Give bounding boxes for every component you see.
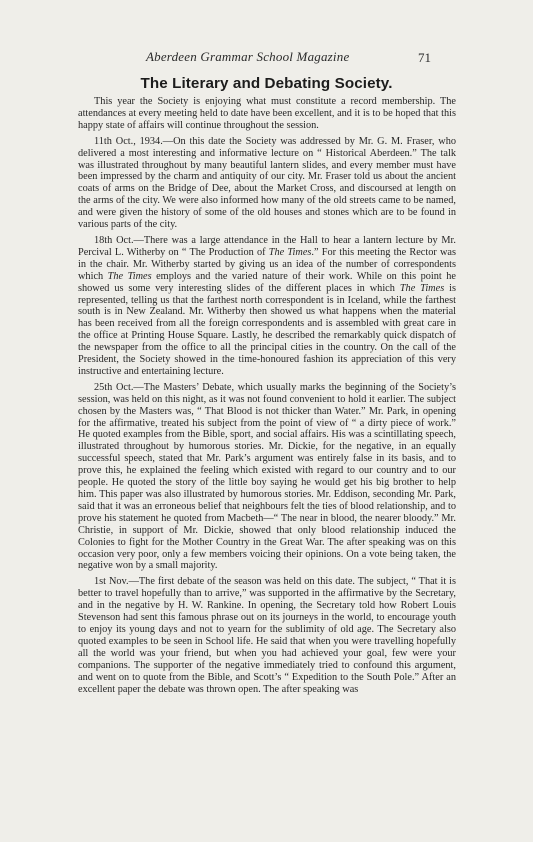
article-title: The Literary and Debating Society. — [140, 75, 393, 92]
article-body — [78, 96, 456, 699]
paragraph-25-oct: 25th Oct.—The Masters’ Debate, which usually marks the beginning of the Society’s session, was held on this night, as it was not found convenient to hold it earlier. The subject chosen by the Masters was, “ That Blood is not thicker than Water.” Mr. Park, in opening for the affirmative, treated his subject from the point of view of “ a dirty piece of work.” He quoted examples from the Bible, sport, and social affairs. His was a scintillating speech, illustrated throughout by humorous stories. Mr. Dickie, for the negative, in an equally successful speech, stated that Mr. Park’s argument was entirely false in its basis, and to prove this, he explained the feeling which existed with regard to our country and to our people. He quoted the story of the little boy saying he would get his big brother to help him. This paper was also illustrated by humorous stories. Mr. Eddison, seconding Mr. Park, said that it was an erroneous belief that neighbours felt the ties of blood relationship, and to prove his statement he quoted from Macbeth—“ The near in blood, the nearer bloody.” Mr. Christie, in support of Mr. Dickie, showed that only blood relationship induced the Colonies to fight for the Mother Country in the Great War. The after speaking was on this occasion very poor, only a few members voicing their opinions. On a vote being taken, the negative won by a small majority. — [78, 381, 456, 572]
paragraph-1-nov: 1st Nov.—The first debate of the season was held on this date. The subject, “ That it is better to travel hopefully than to arrive,” was supported in the affirmative by the Secretary, and in the negative by H. W. Rankine. In opening, the Secretary told how Robert Louis Stevenson had sent this famous phrase out on its journeys in the world, to encourage youth to enjoy its young days and not to yearn for the sublimity of old age. The Secretary also quoted examples to be seen in School life. He said that when you were travelling hopefully all the world was your friend, but when you had achieved your goal, few were your companions. The supporter of the negative immediately tried to confound this argument, and went on to quote from the Bible, and Scott’s “ Expedition to the South Pole.” After an excellent paper the debate was thrown open. The after speaking was — [78, 576, 456, 695]
paragraph-18-oct: 18th Oct.—There was a large attendance in the Hall to hear a lantern lecture by Mr. Percival L. Witherby on “ The Production of The Times.” For this meeting the Rector was in the chair. Mr. Witherby started by giving us an idea of the number of correspondents which The Times employs and the varied nature of their work. While on this point he showed us some very interesting slides of the different places in which The Times is represented, telling us that the farthest north correspondent is in Iceland, while the farthest south is in New Zealand. Mr. Witherby then showed us what happens when the material has been received from all the foreign correspondents and is assembled with great care in the office at Printing House Square. Lastly, he described the remarkably quick dispatch of the newspaper from the office to all the principal cities in the country. On the call of the President, the Society showed in the time-honoured fashion its appreciation of this very instructive and entertaining lecture. — [78, 234, 456, 377]
page-number: 71 — [418, 50, 431, 65]
magazine-title: Aberdeen Grammar School Magazine — [146, 49, 350, 64]
paragraph-11-oct: 11th Oct., 1934.—On this date the Society was addressed by Mr. G. M. Fraser, who delivered a most interesting and informative lecture on “ Historical Aberdeen.” The talk was illustrated throughout by many beautiful lantern slides, and every member must have been impressed by the charm and antiquity of our city. Mr. Fraser told us about the ancient coats of arms on the Bridge of Dee, about the Market Cross, and discoursed at length on the arms of the city. We were also informed how many of the old streets came to be named, and were given the history of some of the old houses and stones which are to be found in various parts of the city. — [78, 135, 456, 231]
paragraph-intro: This year the Society is enjoying what must constitute a record membership. The attendances at every meeting held to date have been excellent, and it is to be hoped that this happy state of affairs will continue throughout the session. — [78, 96, 456, 131]
running-header — [0, 49, 533, 69]
